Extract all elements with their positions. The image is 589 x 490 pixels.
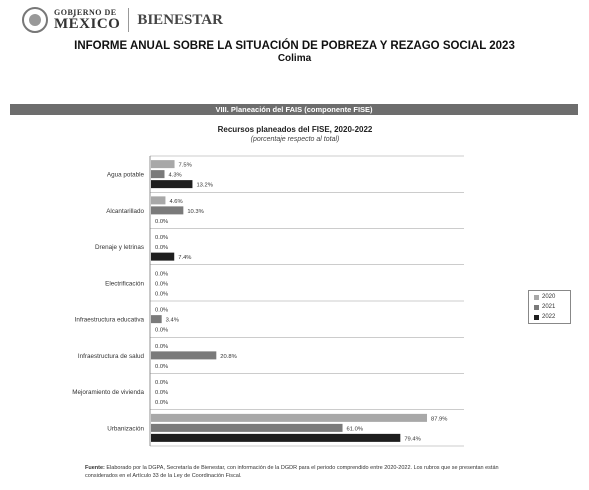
gob-line2: MÉXICO xyxy=(54,15,121,32)
bar-2021 xyxy=(151,170,165,178)
data-label: 4.6% xyxy=(169,198,183,205)
chart-title: Recursos planeados del FISE, 2020-2022 xyxy=(217,125,373,134)
data-label: 13.2% xyxy=(196,182,213,189)
report-title: INFORME ANUAL SOBRE LA SITUACIÓN DE POBREZA Y REZAGO SOCIAL 2023 xyxy=(74,40,515,52)
data-label: 0.0% xyxy=(155,390,169,397)
category-label: Drenaje y letrinas xyxy=(95,244,144,252)
chart-subtitle: (porcentaje respecto al total) xyxy=(250,136,340,143)
bar-2020 xyxy=(151,414,427,422)
category-label: Agua potable xyxy=(106,171,144,179)
bar-2022 xyxy=(151,434,400,442)
data-label: 0.0% xyxy=(155,271,169,278)
legend-label-2020: 2020 xyxy=(542,294,556,300)
bar-2020 xyxy=(151,196,165,204)
legend-swatch-2022 xyxy=(534,315,539,320)
bar-2021 xyxy=(151,351,216,359)
data-label: 0.0% xyxy=(155,218,169,225)
data-label: 0.0% xyxy=(155,281,169,288)
footnote-label: Fuente: xyxy=(85,465,105,471)
footnote-text: Elaborado por la DGPA, Secretaría de Bienestar, con información de la DGDR para el periodo comprendido entre 2020-2022. Los rubros que se presentan están considerados en el Artículo 33 de la Ley de Coordinación Fiscal. xyxy=(85,465,499,479)
data-label: 0.0% xyxy=(155,235,169,242)
data-label: 0.0% xyxy=(155,343,169,350)
data-label: 0.0% xyxy=(155,363,169,370)
legend-swatch-2021 xyxy=(534,305,539,310)
data-label: 61.0% xyxy=(346,426,363,433)
legend-label-2022: 2022 xyxy=(542,314,556,320)
legend-item-2020 xyxy=(534,294,555,300)
category-label: Infraestructura de salud xyxy=(77,352,144,360)
bar-2021 xyxy=(151,315,162,323)
data-label: 0.0% xyxy=(155,245,169,252)
section-header: VIII. Planeación del FAIS (componente FISE) xyxy=(10,104,578,115)
data-label: 7.5% xyxy=(178,162,192,169)
data-label: 0.0% xyxy=(155,380,169,387)
bar-2021 xyxy=(151,206,183,214)
bar-2021 xyxy=(151,424,343,432)
legend-label-2021: 2021 xyxy=(542,304,556,310)
legend-item-2021 xyxy=(534,304,555,310)
data-label: 0.0% xyxy=(155,307,169,314)
bar-2022 xyxy=(151,180,192,188)
legend-item-2022 xyxy=(534,314,555,320)
category-label: Alcantarillado xyxy=(106,207,144,215)
data-label: 0.0% xyxy=(155,327,169,334)
legend-swatch-2020 xyxy=(534,295,539,300)
category-label: Urbanización xyxy=(107,425,144,433)
data-label: 0.0% xyxy=(155,291,169,298)
bar-2020 xyxy=(151,160,175,168)
category-label: Infraestructura educativa xyxy=(74,316,144,324)
agency-name: BIENESTAR xyxy=(137,11,223,28)
data-label: 87.9% xyxy=(431,416,448,423)
source-footnote xyxy=(85,464,525,480)
chart-legend xyxy=(528,290,571,324)
data-label: 4.3% xyxy=(168,172,182,179)
bar-2022 xyxy=(151,253,174,261)
gob-line1: GOBIERNO DE xyxy=(54,7,117,17)
data-label: 79.4% xyxy=(404,436,421,443)
data-label: 7.4% xyxy=(178,255,192,262)
data-label: 3.4% xyxy=(165,317,179,324)
report-subtitle: Colima xyxy=(277,53,312,64)
category-label: Electrificación xyxy=(105,280,144,288)
data-label: 20.8% xyxy=(220,353,237,360)
category-label: Mejoramiento de vivienda xyxy=(72,389,144,397)
data-label: 10.3% xyxy=(187,208,204,215)
data-label: 0.0% xyxy=(155,400,169,407)
